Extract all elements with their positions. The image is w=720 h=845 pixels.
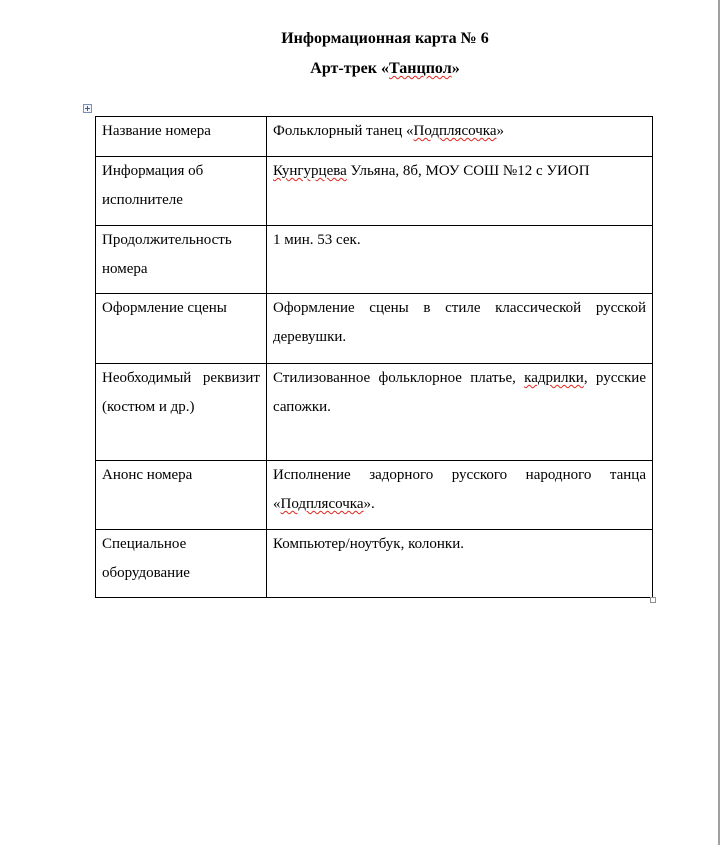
row-label-cell[interactable] — [96, 461, 267, 530]
row-label: Необходимый реквизит (костюм и др.) — [102, 370, 260, 415]
row-value: Компьютер/ноутбук, колонки. — [273, 536, 464, 552]
row-label-cell[interactable] — [96, 157, 267, 226]
row-label: Информация об исполнителе — [102, 163, 204, 208]
value-marked: Подплясочка — [280, 496, 364, 512]
subtitle-suffix: » — [451, 60, 460, 77]
value-marked: Подплясочка — [413, 123, 497, 139]
row-value-cell[interactable] — [267, 461, 653, 530]
card-title: Информационная карта № 6 — [281, 30, 489, 47]
row-value: Оформление сцены в стиле классической русской деревушки. — [273, 300, 646, 345]
table-row — [96, 226, 653, 294]
row-label-cell[interactable] — [96, 117, 267, 157]
value-marked: кадрилки — [524, 370, 584, 386]
table-row — [96, 364, 653, 461]
row-value-cell[interactable] — [267, 226, 653, 294]
row-label: Анонс номера — [102, 467, 193, 483]
row-label: Продолжительность номера — [102, 232, 232, 277]
row-label: Специальное оборудование — [102, 536, 190, 581]
table-move-handle-icon[interactable] — [83, 104, 92, 113]
row-value-cell[interactable] — [267, 157, 653, 226]
subtitle-name: Танцпол — [389, 60, 452, 77]
value-suffix: ». — [363, 496, 375, 512]
table-row — [96, 530, 653, 598]
table-row — [96, 461, 653, 530]
table-row — [96, 294, 653, 364]
value-suffix: Ульяна, 8б, МОУ СОШ №12 с УИОП — [346, 163, 590, 179]
row-label-cell[interactable] — [96, 294, 267, 364]
value-prefix: Фольклорный танец « — [273, 123, 414, 139]
row-value-cell[interactable] — [267, 117, 653, 157]
value-prefix: Исполнение задорного русского народного танца « — [273, 467, 646, 512]
value-prefix: Стилизованное фольклорное платье, — [273, 370, 525, 386]
value-marked: Кунгурцева — [273, 163, 347, 179]
row-value-cell[interactable] — [267, 530, 653, 598]
table-row — [96, 157, 653, 226]
row-value-cell[interactable] — [267, 294, 653, 364]
row-label-cell[interactable] — [96, 530, 267, 598]
table-resize-handle[interactable] — [650, 597, 656, 603]
subtitle-prefix: Арт-трек « — [310, 60, 389, 77]
row-label-cell[interactable] — [96, 364, 267, 461]
row-value-cell[interactable] — [267, 364, 653, 461]
row-label-cell[interactable] — [96, 226, 267, 294]
value-suffix: » — [496, 123, 504, 139]
value-suffix: , русские сапожки. — [273, 370, 646, 415]
row-label: Оформление сцены — [102, 300, 227, 316]
table-row — [96, 117, 653, 157]
row-value: 1 мин. 53 сек. — [273, 232, 361, 248]
card-subtitle — [0, 59, 720, 79]
info-table — [95, 116, 653, 598]
row-label: Название номера — [102, 123, 211, 139]
